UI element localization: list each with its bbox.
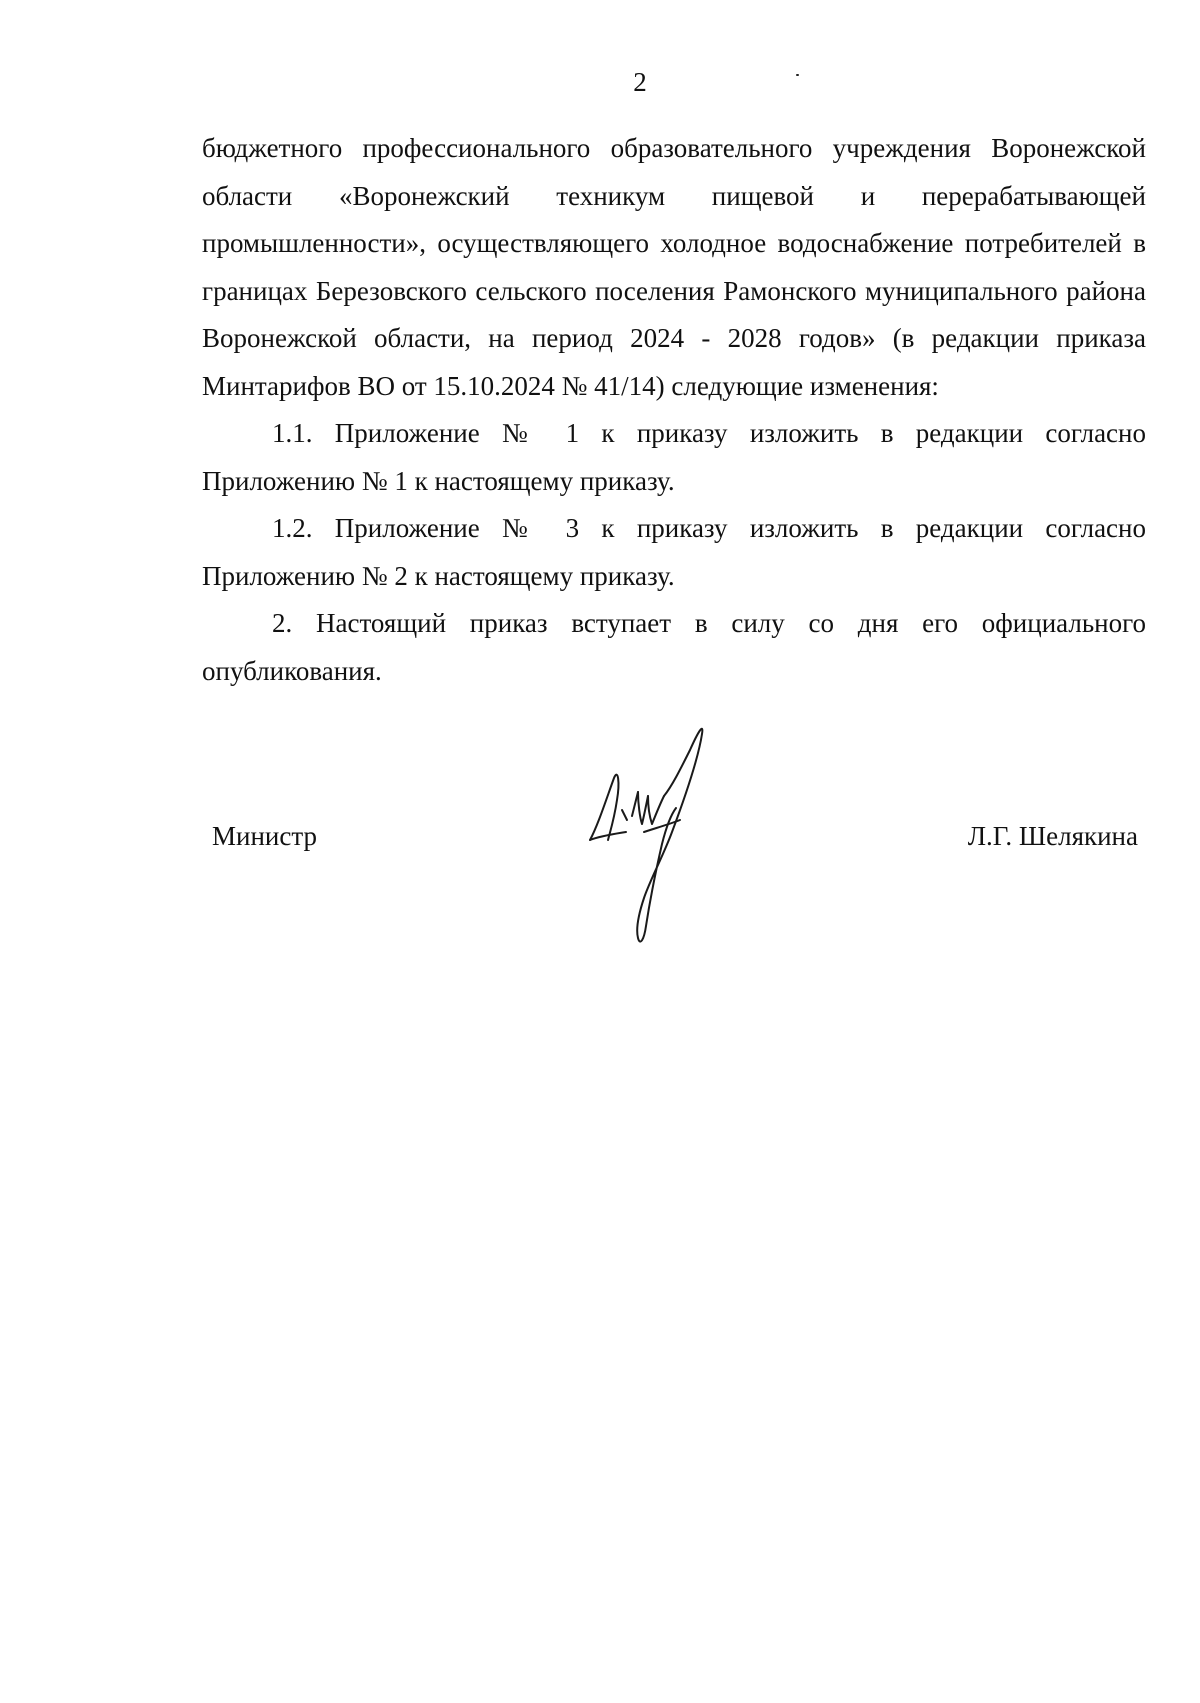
paragraph-item-2: 2. Настоящий приказ вступает в силу со дня его официального опубликования. (202, 608, 1146, 686)
paragraph-continuation: бюджетного профессионального образовательного учреждения Воронежской области «Воронежский техникум пищевой и перерабатывающей промышленности», осуществляющего холодное водоснабжение потребителей в границах Березовского сельского поселения Рамонского муниципального района Воронежской области, на период 2024 - 2028 годов» (в редакции приказа Минтарифов ВО от 15.10.2024 № 41/14) следующие изменения: (202, 133, 1146, 401)
signer-role: Министр (212, 821, 317, 851)
page-number: 2 (633, 67, 647, 97)
handwritten-signature (580, 720, 760, 960)
scan-speck (796, 74, 799, 76)
signature-block (0, 720, 1200, 980)
paragraph-item-1-2: 1.2. Приложение № 3 к приказу изложить в редакции согласно Приложению № 2 к настоящему приказу. (202, 513, 1146, 591)
signer-name: Л.Г. Шелякина (967, 821, 1138, 851)
paragraph-item-1-1: 1.1. Приложение № 1 к приказу изложить в редакции согласно Приложению № 1 к настоящему приказу. (202, 418, 1146, 496)
document-body (202, 125, 1146, 695)
